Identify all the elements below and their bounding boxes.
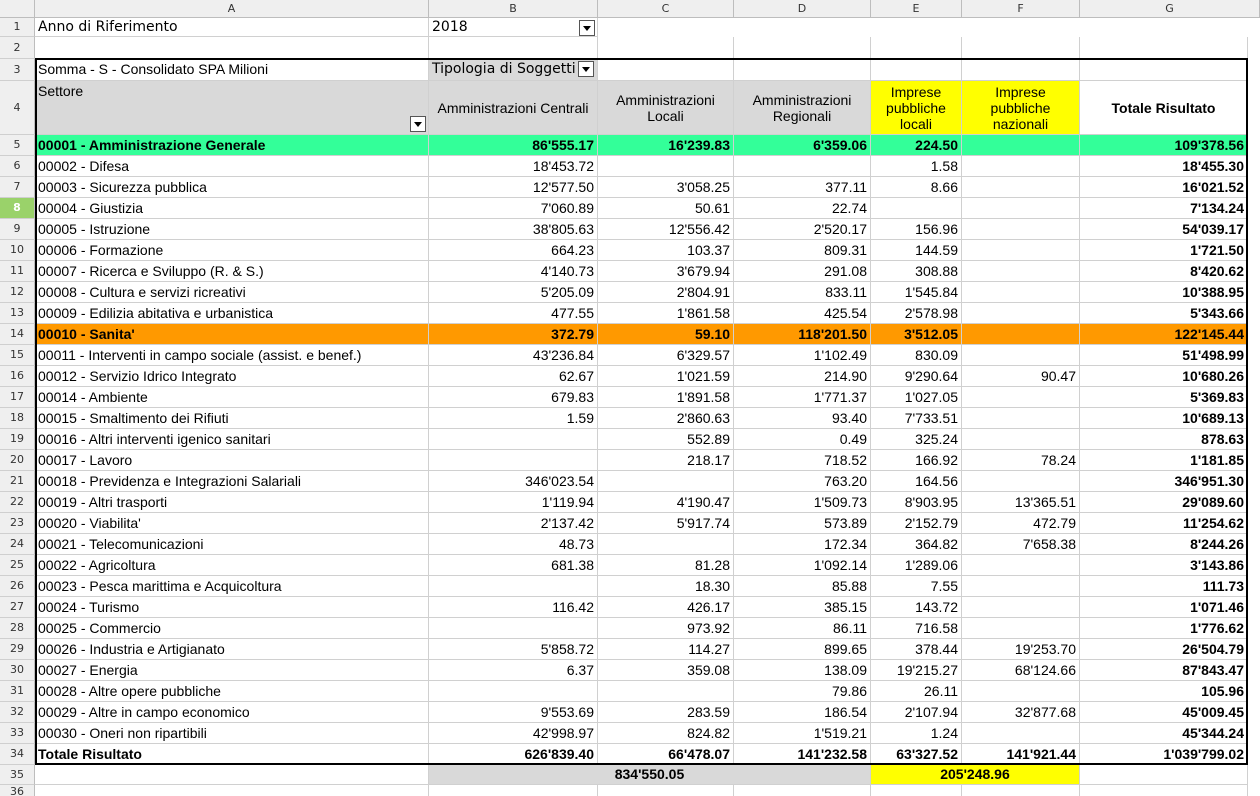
value-cell[interactable]: 12'556.42 <box>598 219 734 240</box>
row-header-30[interactable]: 30 <box>0 660 35 681</box>
row-header-19[interactable]: 19 <box>0 429 35 450</box>
value-cell[interactable] <box>962 555 1080 576</box>
row-header-2[interactable]: 2 <box>0 37 35 59</box>
header-totale-risultato[interactable]: Totale Risultato <box>1080 81 1248 135</box>
row-label[interactable]: 00018 - Previdenza e Integrazioni Salariali <box>35 471 429 492</box>
value-cell[interactable]: 8.66 <box>871 177 962 198</box>
value-cell[interactable]: 5'858.72 <box>429 639 598 660</box>
value-cell[interactable]: 364.82 <box>871 534 962 555</box>
summary-public-companies[interactable]: 205'248.96 <box>871 765 1080 785</box>
table-border <box>35 58 1248 60</box>
value-cell[interactable]: 7'733.51 <box>871 408 962 429</box>
column-header-g[interactable]: G <box>1080 0 1260 18</box>
value-cell[interactable]: 42'998.97 <box>429 723 598 744</box>
value-cell[interactable]: 62.67 <box>429 366 598 387</box>
value-cell[interactable]: 78.24 <box>962 450 1080 471</box>
value-cell[interactable]: 681.38 <box>429 555 598 576</box>
row-header-9[interactable]: 9 <box>0 219 35 240</box>
value-cell[interactable] <box>962 219 1080 240</box>
value-cell[interactable]: 19'215.27 <box>871 660 962 681</box>
column-header-b[interactable]: B <box>429 0 598 18</box>
value-cell[interactable]: 1.59 <box>429 408 598 429</box>
value-cell[interactable]: 5'917.74 <box>598 513 734 534</box>
value-cell[interactable]: 86'555.17 <box>429 135 598 156</box>
value-cell[interactable]: 93.40 <box>734 408 871 429</box>
value-cell[interactable]: 1'519.21 <box>734 723 871 744</box>
row-header-33[interactable]: 33 <box>0 723 35 744</box>
empty-cell[interactable] <box>1080 765 1248 785</box>
value-cell[interactable]: 385.15 <box>734 597 871 618</box>
value-cell[interactable]: 878.63 <box>1080 429 1248 450</box>
row-header-10[interactable]: 10 <box>0 240 35 261</box>
row-header-28[interactable]: 28 <box>0 618 35 639</box>
total-value-cell[interactable]: 141'921.44 <box>962 744 1080 765</box>
row-header-17[interactable]: 17 <box>0 387 35 408</box>
value-cell[interactable]: 172.34 <box>734 534 871 555</box>
value-cell[interactable]: 1'891.58 <box>598 387 734 408</box>
value-cell[interactable]: 6'329.57 <box>598 345 734 366</box>
column-header-c[interactable]: C <box>598 0 734 18</box>
value-cell[interactable]: 0.49 <box>734 429 871 450</box>
value-cell[interactable]: 3'058.25 <box>598 177 734 198</box>
value-cell[interactable]: 1'021.59 <box>598 366 734 387</box>
value-cell[interactable]: 22.74 <box>734 198 871 219</box>
value-cell[interactable]: 10'388.95 <box>1080 282 1248 303</box>
value-cell[interactable] <box>962 177 1080 198</box>
empty-cell[interactable] <box>35 785 429 796</box>
value-cell[interactable]: 372.79 <box>429 324 598 345</box>
value-cell[interactable]: 425.54 <box>734 303 871 324</box>
value-cell[interactable]: 122'145.44 <box>1080 324 1248 345</box>
row-header-29[interactable]: 29 <box>0 639 35 660</box>
value-cell[interactable]: 899.65 <box>734 639 871 660</box>
value-cell[interactable]: 214.90 <box>734 366 871 387</box>
value-cell[interactable]: 13'365.51 <box>962 492 1080 513</box>
row-label[interactable]: 00026 - Industria e Artigianato <box>35 639 429 660</box>
column-header-d[interactable]: D <box>734 0 871 18</box>
value-cell[interactable]: 111.73 <box>1080 576 1248 597</box>
value-cell[interactable]: 12'577.50 <box>429 177 598 198</box>
value-cell[interactable]: 10'689.13 <box>1080 408 1248 429</box>
value-cell[interactable]: 1'509.73 <box>734 492 871 513</box>
value-cell[interactable]: 109'378.56 <box>1080 135 1248 156</box>
value-cell[interactable]: 11'254.62 <box>1080 513 1248 534</box>
empty-cell[interactable] <box>962 37 1080 59</box>
value-cell[interactable]: 19'253.70 <box>962 639 1080 660</box>
value-cell[interactable]: 7'060.89 <box>429 198 598 219</box>
value-cell[interactable]: 164.56 <box>871 471 962 492</box>
total-value-cell[interactable]: 626'839.40 <box>429 744 598 765</box>
value-cell[interactable]: 718.52 <box>734 450 871 471</box>
value-cell[interactable] <box>962 324 1080 345</box>
empty-cell[interactable] <box>734 59 871 81</box>
value-cell[interactable]: 291.08 <box>734 261 871 282</box>
value-cell[interactable] <box>962 135 1080 156</box>
empty-cell[interactable] <box>429 37 598 59</box>
column-field-dropdown-button[interactable] <box>578 61 594 77</box>
value-cell[interactable]: 10'680.26 <box>1080 366 1248 387</box>
row-header-31[interactable]: 31 <box>0 681 35 702</box>
value-cell[interactable]: 9'553.69 <box>429 702 598 723</box>
value-cell[interactable]: 6'359.06 <box>734 135 871 156</box>
value-cell[interactable]: 2'137.42 <box>429 513 598 534</box>
value-cell[interactable]: 90.47 <box>962 366 1080 387</box>
value-cell[interactable]: 51'498.99 <box>1080 345 1248 366</box>
value-cell[interactable] <box>962 303 1080 324</box>
row-header-3[interactable]: 3 <box>0 59 35 81</box>
row-label[interactable]: 00023 - Pesca marittima e Acquicoltura <box>35 576 429 597</box>
value-cell[interactable]: 5'343.66 <box>1080 303 1248 324</box>
row-label[interactable]: 00029 - Altre in campo economico <box>35 702 429 723</box>
value-cell[interactable]: 45'009.45 <box>1080 702 1248 723</box>
row-header-5[interactable]: 5 <box>0 135 35 156</box>
row-header-18[interactable]: 18 <box>0 408 35 429</box>
row-header-13[interactable]: 13 <box>0 303 35 324</box>
value-cell[interactable]: 16'239.83 <box>598 135 734 156</box>
value-cell[interactable]: 8'420.62 <box>1080 261 1248 282</box>
header-imprese-pubbliche-locali[interactable]: Imprese pubbliche locali <box>871 81 962 135</box>
row-header-23[interactable]: 23 <box>0 513 35 534</box>
value-cell[interactable]: 45'344.24 <box>1080 723 1248 744</box>
value-cell[interactable]: 26.11 <box>871 681 962 702</box>
value-cell[interactable]: 86.11 <box>734 618 871 639</box>
value-cell[interactable]: 68'124.66 <box>962 660 1080 681</box>
value-cell[interactable]: 1'071.46 <box>1080 597 1248 618</box>
empty-cell[interactable] <box>962 59 1080 81</box>
value-cell[interactable] <box>962 723 1080 744</box>
value-cell[interactable]: 830.09 <box>871 345 962 366</box>
empty-cell[interactable] <box>598 37 734 59</box>
row-field-label: Settore <box>38 83 84 99</box>
value-cell[interactable] <box>962 261 1080 282</box>
table-border <box>35 58 37 764</box>
value-cell[interactable]: 218.17 <box>598 450 734 471</box>
row-label[interactable]: 00011 - Interventi in campo sociale (assist. e benef.) <box>35 345 429 366</box>
row-label[interactable]: 00016 - Altri interventi igenico sanitari <box>35 429 429 450</box>
row-header-21[interactable]: 21 <box>0 471 35 492</box>
value-cell[interactable]: 716.58 <box>871 618 962 639</box>
value-cell[interactable] <box>962 597 1080 618</box>
value-cell[interactable]: 103.37 <box>598 240 734 261</box>
value-cell[interactable]: 1'027.05 <box>871 387 962 408</box>
value-cell[interactable]: 7'658.38 <box>962 534 1080 555</box>
header-amministrazioni-regionali[interactable]: Amministrazioni Regionali <box>734 81 871 135</box>
value-cell[interactable] <box>962 387 1080 408</box>
empty-cell[interactable] <box>1080 785 1248 796</box>
value-cell[interactable] <box>429 576 598 597</box>
value-cell[interactable]: 377.11 <box>734 177 871 198</box>
value-cell[interactable]: 114.27 <box>598 639 734 660</box>
value-cell[interactable]: 378.44 <box>871 639 962 660</box>
value-cell[interactable] <box>962 576 1080 597</box>
row-label[interactable]: 00012 - Servizio Idrico Integrato <box>35 366 429 387</box>
value-cell[interactable]: 43'236.84 <box>429 345 598 366</box>
row-label[interactable]: 00005 - Istruzione <box>35 219 429 240</box>
row-label[interactable]: 00025 - Commercio <box>35 618 429 639</box>
value-cell[interactable]: 54'039.17 <box>1080 219 1248 240</box>
filter-value-select[interactable]: 2018 <box>429 18 598 37</box>
value-cell[interactable]: 3'512.05 <box>871 324 962 345</box>
value-cell[interactable]: 105.96 <box>1080 681 1248 702</box>
value-cell[interactable]: 1.58 <box>871 156 962 177</box>
value-cell[interactable]: 973.92 <box>598 618 734 639</box>
value-cell[interactable]: 18.30 <box>598 576 734 597</box>
value-cell[interactable]: 346'023.54 <box>429 471 598 492</box>
row-label[interactable]: 00003 - Sicurezza pubblica <box>35 177 429 198</box>
value-cell[interactable]: 2'804.91 <box>598 282 734 303</box>
row-label[interactable]: 00008 - Cultura e servizi ricreativi <box>35 282 429 303</box>
empty-cell[interactable] <box>734 785 871 796</box>
row-header-24[interactable]: 24 <box>0 534 35 555</box>
row-header-27[interactable]: 27 <box>0 597 35 618</box>
select-all-corner[interactable] <box>0 0 35 18</box>
total-label[interactable]: Totale Risultato <box>35 744 429 765</box>
value-cell[interactable]: 138.09 <box>734 660 871 681</box>
row-header-4[interactable]: 4 <box>0 81 35 135</box>
row-header-20[interactable]: 20 <box>0 450 35 471</box>
total-value-cell[interactable]: 63'327.52 <box>871 744 962 765</box>
value-cell[interactable]: 79.86 <box>734 681 871 702</box>
value-cell[interactable] <box>962 429 1080 450</box>
row-header-14[interactable]: 14 <box>0 324 35 345</box>
value-cell[interactable]: 809.31 <box>734 240 871 261</box>
value-cell[interactable]: 7.55 <box>871 576 962 597</box>
value-cell[interactable] <box>871 198 962 219</box>
value-cell[interactable]: 9'290.64 <box>871 366 962 387</box>
value-cell[interactable] <box>962 240 1080 261</box>
value-cell[interactable]: 552.89 <box>598 429 734 450</box>
header-amministrazioni-locali[interactable]: Amministrazioni Locali <box>598 81 734 135</box>
value-cell[interactable]: 664.23 <box>429 240 598 261</box>
row-label[interactable]: 00017 - Lavoro <box>35 450 429 471</box>
value-cell[interactable] <box>429 429 598 450</box>
value-cell[interactable]: 8'244.26 <box>1080 534 1248 555</box>
value-cell[interactable] <box>429 681 598 702</box>
value-cell[interactable]: 26'504.79 <box>1080 639 1248 660</box>
row-label[interactable]: 00004 - Giustizia <box>35 198 429 219</box>
value-cell[interactable]: 2'860.63 <box>598 408 734 429</box>
empty-cell[interactable] <box>35 37 429 59</box>
filter-dropdown-button[interactable] <box>579 20 595 36</box>
column-header-a[interactable]: A <box>35 0 429 18</box>
row-label[interactable]: 00007 - Ricerca e Sviluppo (R. & S.) <box>35 261 429 282</box>
value-cell[interactable]: 5'205.09 <box>429 282 598 303</box>
empty-cell[interactable] <box>598 785 734 796</box>
row-header-32[interactable]: 32 <box>0 702 35 723</box>
row-header-36[interactable]: 36 <box>0 785 35 796</box>
row-header-12[interactable]: 12 <box>0 282 35 303</box>
value-cell[interactable]: 38'805.63 <box>429 219 598 240</box>
value-cell[interactable] <box>962 408 1080 429</box>
value-cell[interactable]: 1'102.49 <box>734 345 871 366</box>
row-header-22[interactable]: 22 <box>0 492 35 513</box>
value-cell[interactable]: 679.83 <box>429 387 598 408</box>
value-cell[interactable]: 1.24 <box>871 723 962 744</box>
pivot-column-field[interactable]: Tipologia di Soggetti <box>429 59 598 81</box>
row-label[interactable]: 00014 - Ambiente <box>35 387 429 408</box>
total-value-cell[interactable]: 1'039'799.02 <box>1080 744 1248 765</box>
row-label[interactable]: 00019 - Altri trasporti <box>35 492 429 513</box>
header-amministrazioni-centrali[interactable]: Amministrazioni Centrali <box>429 81 598 135</box>
value-cell[interactable] <box>598 156 734 177</box>
value-cell[interactable] <box>598 471 734 492</box>
value-cell[interactable]: 4'190.47 <box>598 492 734 513</box>
empty-cell[interactable] <box>1080 37 1248 59</box>
row-label[interactable]: 00022 - Agricoltura <box>35 555 429 576</box>
value-cell[interactable]: 7'134.24 <box>1080 198 1248 219</box>
row-label[interactable]: 00021 - Telecomunicazioni <box>35 534 429 555</box>
value-cell[interactable] <box>598 534 734 555</box>
value-cell[interactable]: 87'843.47 <box>1080 660 1248 681</box>
empty-cell[interactable] <box>429 785 598 796</box>
row-header-35[interactable]: 35 <box>0 765 35 785</box>
table-border <box>35 763 1248 765</box>
value-cell[interactable] <box>962 345 1080 366</box>
empty-cell[interactable] <box>871 37 962 59</box>
value-cell[interactable] <box>962 156 1080 177</box>
value-cell[interactable]: 85.88 <box>734 576 871 597</box>
row-label[interactable]: 00010 - Sanita' <box>35 324 429 345</box>
total-value-cell[interactable]: 141'232.58 <box>734 744 871 765</box>
value-cell[interactable] <box>734 156 871 177</box>
value-cell[interactable]: 3'679.94 <box>598 261 734 282</box>
row-field-dropdown-button[interactable] <box>410 116 426 132</box>
value-cell[interactable]: 2'152.79 <box>871 513 962 534</box>
total-value-cell[interactable]: 66'478.07 <box>598 744 734 765</box>
value-cell[interactable]: 283.59 <box>598 702 734 723</box>
row-header-26[interactable]: 26 <box>0 576 35 597</box>
value-cell[interactable] <box>962 681 1080 702</box>
row-label[interactable]: 00020 - Viabilita' <box>35 513 429 534</box>
value-cell[interactable]: 8'903.95 <box>871 492 962 513</box>
row-label[interactable]: 00015 - Smaltimento dei Rifiuti <box>35 408 429 429</box>
row-label[interactable]: 00028 - Altre opere pubbliche <box>35 681 429 702</box>
value-cell[interactable]: 59.10 <box>598 324 734 345</box>
row-label[interactable]: 00006 - Formazione <box>35 240 429 261</box>
value-cell[interactable]: 1'119.94 <box>429 492 598 513</box>
value-cell[interactable]: 1'289.06 <box>871 555 962 576</box>
row-header-34[interactable]: 34 <box>0 744 35 765</box>
row-header-25[interactable]: 25 <box>0 555 35 576</box>
value-cell[interactable]: 143.72 <box>871 597 962 618</box>
row-header-11[interactable]: 11 <box>0 261 35 282</box>
value-cell[interactable]: 18'453.72 <box>429 156 598 177</box>
table-border <box>1246 58 1248 764</box>
row-header-8[interactable]: 8 <box>0 198 35 219</box>
value-cell[interactable]: 1'721.50 <box>1080 240 1248 261</box>
value-cell[interactable]: 81.28 <box>598 555 734 576</box>
value-cell[interactable]: 224.50 <box>871 135 962 156</box>
empty-cell[interactable] <box>598 59 734 81</box>
row-header-6[interactable]: 6 <box>0 156 35 177</box>
value-cell[interactable] <box>962 471 1080 492</box>
value-cell[interactable]: 156.96 <box>871 219 962 240</box>
value-cell[interactable]: 32'877.68 <box>962 702 1080 723</box>
column-header-e[interactable]: E <box>871 0 962 18</box>
value-cell[interactable] <box>429 618 598 639</box>
row-label[interactable]: 00024 - Turismo <box>35 597 429 618</box>
value-cell[interactable]: 116.42 <box>429 597 598 618</box>
value-cell[interactable]: 1'771.37 <box>734 387 871 408</box>
value-cell[interactable]: 325.24 <box>871 429 962 450</box>
row-label[interactable]: 00030 - Oneri non ripartibili <box>35 723 429 744</box>
value-cell[interactable]: 1'181.85 <box>1080 450 1248 471</box>
value-cell[interactable]: 472.79 <box>962 513 1080 534</box>
row-label[interactable]: 00027 - Energia <box>35 660 429 681</box>
row-header-16[interactable]: 16 <box>0 366 35 387</box>
value-cell[interactable]: 48.73 <box>429 534 598 555</box>
value-cell[interactable]: 833.11 <box>734 282 871 303</box>
value-cell[interactable]: 29'089.60 <box>1080 492 1248 513</box>
value-cell[interactable] <box>962 198 1080 219</box>
value-cell[interactable]: 1'861.58 <box>598 303 734 324</box>
empty-cell[interactable] <box>871 59 962 81</box>
empty-cell[interactable] <box>35 765 429 785</box>
empty-cell[interactable] <box>962 785 1080 796</box>
value-cell[interactable]: 1'092.14 <box>734 555 871 576</box>
value-cell[interactable]: 50.61 <box>598 198 734 219</box>
filter-label: Anno di Riferimento <box>35 18 429 37</box>
header-imprese-pubbliche-nazionali[interactable]: Imprese pubbliche nazionali <box>962 81 1080 135</box>
value-cell[interactable]: 359.08 <box>598 660 734 681</box>
row-label[interactable]: 00002 - Difesa <box>35 156 429 177</box>
row-label[interactable]: 00001 - Amministrazione Generale <box>35 135 429 156</box>
value-cell[interactable]: 426.17 <box>598 597 734 618</box>
value-cell[interactable]: 5'369.83 <box>1080 387 1248 408</box>
empty-cell[interactable] <box>871 785 962 796</box>
value-cell[interactable]: 2'520.17 <box>734 219 871 240</box>
value-cell[interactable]: 6.37 <box>429 660 598 681</box>
value-cell[interactable]: 166.92 <box>871 450 962 471</box>
value-cell[interactable]: 3'143.86 <box>1080 555 1248 576</box>
value-cell[interactable]: 308.88 <box>871 261 962 282</box>
value-cell[interactable]: 763.20 <box>734 471 871 492</box>
value-cell[interactable] <box>962 282 1080 303</box>
value-cell[interactable]: 2'107.94 <box>871 702 962 723</box>
value-cell[interactable]: 477.55 <box>429 303 598 324</box>
value-cell[interactable]: 16'021.52 <box>1080 177 1248 198</box>
value-cell[interactable]: 4'140.73 <box>429 261 598 282</box>
summary-public-admin[interactable]: 834'550.05 <box>429 765 871 785</box>
value-cell[interactable]: 186.54 <box>734 702 871 723</box>
row-header-15[interactable]: 15 <box>0 345 35 366</box>
row-label[interactable]: 00009 - Edilizia abitativa e urbanistica <box>35 303 429 324</box>
value-cell[interactable] <box>962 618 1080 639</box>
value-cell[interactable]: 2'578.98 <box>871 303 962 324</box>
value-cell[interactable]: 18'455.30 <box>1080 156 1248 177</box>
value-cell[interactable]: 1'545.84 <box>871 282 962 303</box>
value-cell[interactable]: 824.82 <box>598 723 734 744</box>
value-cell[interactable]: 573.89 <box>734 513 871 534</box>
value-cell[interactable]: 118'201.50 <box>734 324 871 345</box>
column-header-f[interactable]: F <box>962 0 1080 18</box>
value-cell[interactable]: 1'776.62 <box>1080 618 1248 639</box>
row-header-7[interactable]: 7 <box>0 177 35 198</box>
value-cell[interactable]: 346'951.30 <box>1080 471 1248 492</box>
row-field-header[interactable] <box>35 81 429 135</box>
value-cell[interactable] <box>429 450 598 471</box>
empty-cell[interactable] <box>734 37 871 59</box>
value-cell[interactable] <box>598 681 734 702</box>
pivot-data-field: Somma - S - Consolidato SPA Milioni <box>35 59 429 81</box>
row-header-1[interactable]: 1 <box>0 18 35 37</box>
value-cell[interactable]: 144.59 <box>871 240 962 261</box>
empty-cell[interactable] <box>1080 59 1248 81</box>
